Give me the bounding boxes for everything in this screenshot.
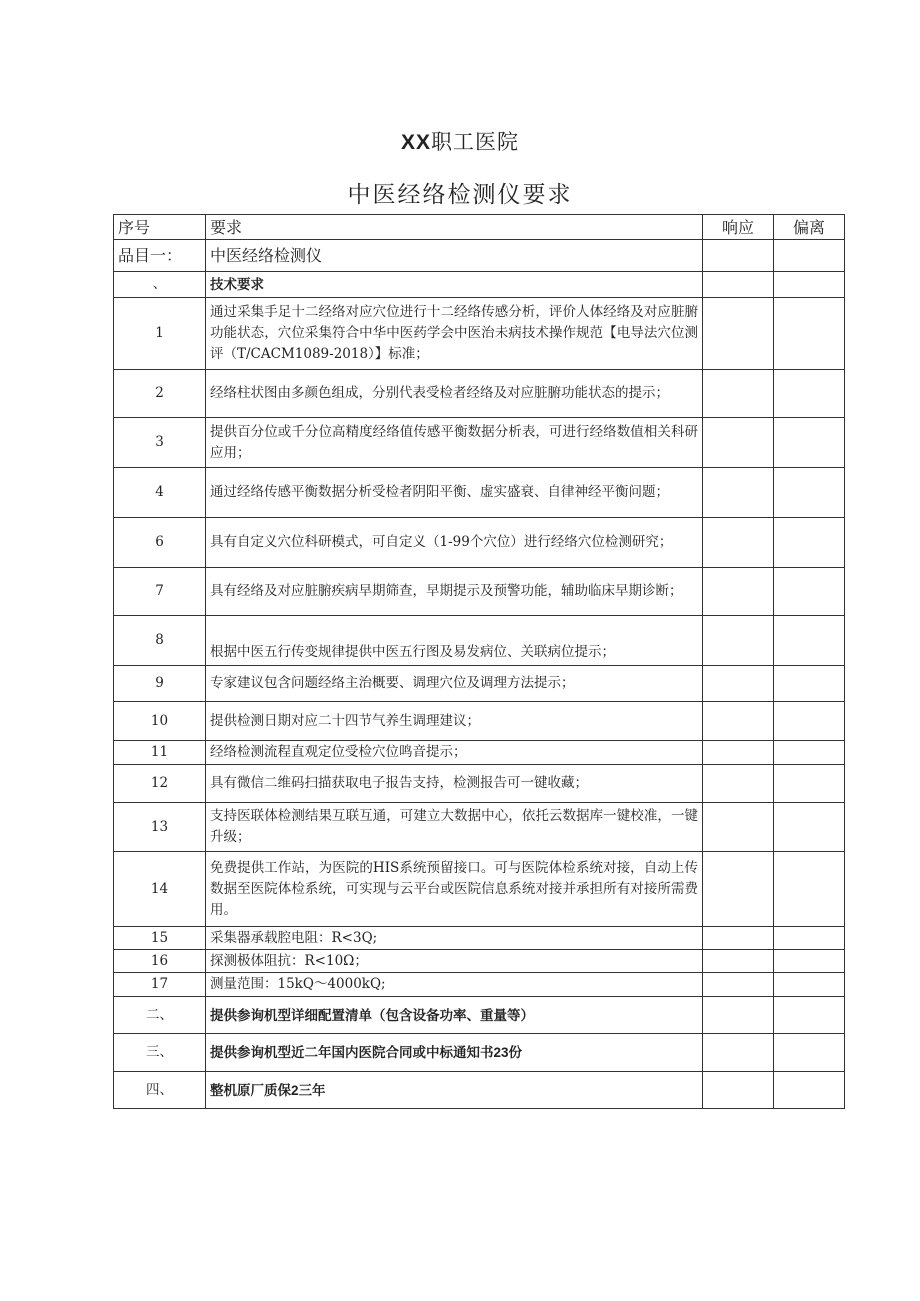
section-text: 整机原厂质保2三年 [206,1072,703,1109]
row-number: 4 [114,468,206,518]
row-number: 12 [114,765,206,803]
dev-cell [774,518,845,568]
dev-cell [774,418,845,468]
row-number: 17 [114,973,206,997]
section-number: 三、 [114,1034,206,1072]
row-number: 13 [114,803,206,852]
row-text: 具有经络及对应脏腑疾病早期筛查，早期提示及预警功能，辅助临床早期诊断； [206,568,703,616]
item-name: 中医经络检测仪 [206,240,703,272]
table-row [114,616,845,666]
section-text: 提供参询机型近二年国内医院合同或中标通知书23份 [206,1034,703,1072]
dev-cell [774,370,845,418]
row-text: 支持医联体检测结果互联互通，可建立大数据中心，依托云数据库一键校准，一键升级； [206,803,703,852]
table-row [114,468,845,518]
resp-cell [703,973,774,997]
section-text: 提供参询机型详细配置清单（包含设备功率、重量等） [206,997,703,1034]
dev-cell [774,950,845,973]
resp-cell [703,1072,774,1109]
row-text: 经络柱状图由多颜色组成，分别代表受检者经络及对应脏腑功能状态的提示； [206,370,703,418]
row-number: 3 [114,418,206,468]
resp-cell [703,1034,774,1072]
table-row [114,803,845,852]
dev-cell [774,1072,845,1109]
dev-cell [774,568,845,616]
table-row [114,973,845,997]
row-number: 7 [114,568,206,616]
resp-cell [703,418,774,468]
resp-cell [703,803,774,852]
section-row [114,1034,845,1072]
row-number: 16 [114,950,206,973]
row-text: 根据中医五行传变规律提供中医五行图及易发病位、关联病位提示； [206,616,703,666]
resp-cell [703,702,774,741]
dev-cell [774,852,845,927]
row-text: 提供百分位或千分位高精度经络值传感平衡数据分析表，可进行经络数值相关科研应用； [206,418,703,468]
item-row [114,240,845,272]
resp-cell [703,765,774,803]
section-number: 二、 [114,997,206,1034]
dev-cell [774,702,845,741]
row-number: 6 [114,518,206,568]
row-number: 11 [114,741,206,765]
requirements-table [113,214,845,1109]
dev-cell [774,1034,845,1072]
row-number: 15 [114,927,206,950]
dev-cell [774,997,845,1034]
header-resp: 响应 [703,215,774,240]
resp-cell [703,370,774,418]
section-row [114,1072,845,1109]
header-req: 要求 [206,215,703,240]
row-number: 10 [114,702,206,741]
dev-cell [774,927,845,950]
resp-cell [703,272,774,298]
row-number: 9 [114,666,206,702]
row-text: 免费提供工作站，为医院的HIS系统预留接口。可与医院体检系统对接，自动上传数据至医院体检系统，可实现与云平台或医院信息系统对接并承担所有对接所需费用。 [206,852,703,927]
section-number: 四、 [114,1072,206,1109]
row-number: 2 [114,370,206,418]
tech-label: 、 [114,272,206,298]
row-text: 探测极体阻抗：R<10Ω； [206,950,703,973]
resp-cell [703,950,774,973]
table-row [114,702,845,741]
dev-cell [774,298,845,370]
document-title: 中医经络检测仪要求 [347,182,573,208]
table-header-row [114,215,845,240]
table-row [114,298,845,370]
dev-cell [774,741,845,765]
resp-cell [703,997,774,1034]
row-number: 1 [114,298,206,370]
row-text: 专家建议包含问题经络主治概要、调理穴位及调理方法提示； [206,666,703,702]
tech-row [114,272,845,298]
row-text: 通过采集手足十二经络对应穴位进行十二经络传感分析，评价人体经络及对应脏腑功能状态，穴位采集符合中华中医药学会中医治未病技术操作规范【电导法穴位测评（T/CACM1089-2018）】标准； [206,298,703,370]
table-row [114,950,845,973]
table-row [114,765,845,803]
resp-cell [703,568,774,616]
dev-cell [774,272,845,298]
row-text: 采集器承载腔电阻：R<3Q; [206,927,703,950]
resp-cell [703,666,774,702]
item-label: 品目一： [114,240,206,272]
tech-name: 技术要求 [206,272,703,298]
resp-cell [703,616,774,666]
row-text: 具有自定义穴位科研模式，可自定义（1-99个穴位）进行经络穴位检测研究； [206,518,703,568]
resp-cell [703,468,774,518]
table-row [114,927,845,950]
row-number: 8 [114,616,206,666]
row-text: 测量范围：15kQ～4000kQ; [206,973,703,997]
row-text: 提供检测日期对应二十四节气养生调理建议； [206,702,703,741]
dev-cell [774,973,845,997]
resp-cell [703,298,774,370]
table-row [114,518,845,568]
hospital-name: 职工医院 [431,130,519,154]
row-text: 经络检测流程直观定位受检穴位鸣音提示； [206,741,703,765]
table-row [114,418,845,468]
table-row [114,852,845,927]
row-text: 通过经络传感平衡数据分析受检者阴阳平衡、虚实盛衰、自律神经平衡问题； [206,468,703,518]
header-seq: 序号 [114,215,206,240]
hospital-title [0,126,920,156]
dev-cell [774,765,845,803]
hospital-prefix: XX [400,131,431,154]
table-row [114,568,845,616]
resp-cell [703,741,774,765]
section-row [114,997,845,1034]
table-row [114,741,845,765]
header-dev: 偏离 [774,215,845,240]
table-row [114,370,845,418]
row-text: 具有微信二维码扫描获取电子报告支持，检测报告可一键收藏； [206,765,703,803]
table-row [114,666,845,702]
resp-cell [703,518,774,568]
dev-cell [774,616,845,666]
dev-cell [774,666,845,702]
dev-cell [774,468,845,518]
resp-cell [703,240,774,272]
row-number: 14 [114,852,206,927]
resp-cell [703,852,774,927]
dev-cell [774,803,845,852]
resp-cell [703,927,774,950]
dev-cell [774,240,845,272]
